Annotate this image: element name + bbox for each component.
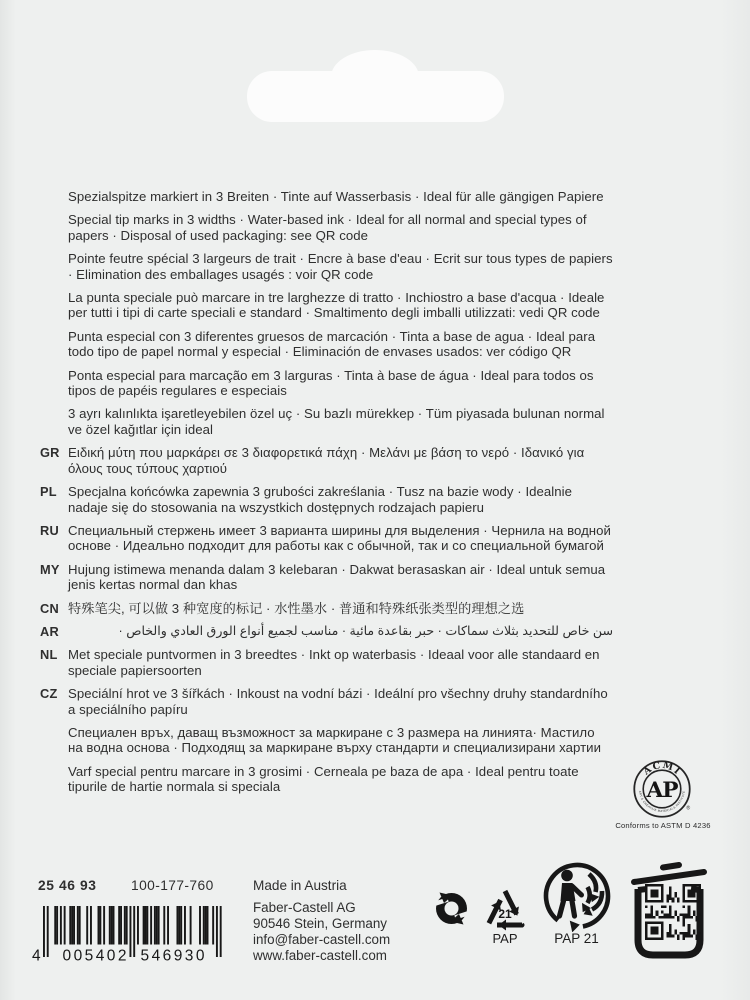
paragraph-text: Spezialspitze markiert in 3 Breiten · Tinte auf Wasserbasis · Ideal für alle gängigen Papiere [68, 189, 604, 204]
text-paragraph-ru [0, 523, 660, 554]
language-code: CN [40, 600, 59, 616]
svg-text:21: 21 [498, 907, 512, 921]
paragraph-text: 3 ayrı kalınlıkta işaretleyebilen özel uç · Su bazlı mürekkep · Tüm piyasada bulunan normal ve özel kağıtlar için ideal [68, 406, 605, 437]
paragraph-text: Varf special pentru marcare in 3 grosimi · Cerneala pe baza de apa · Ideal pentru toate tipurile de hartie normala si speciala [68, 763, 579, 795]
language-code: CZ [40, 686, 58, 702]
paragraph-text: Hujung istimewa menanda dalam 3 kelebaran · Dakwat berasaskan air · Ideal untuk semua jenis kertas normal dan khas [68, 561, 606, 593]
paragraph-text: Ειδική μύτη που μαρκάρει σε 3 διαφορετικά πάχη · Μελάνι με βάση το νερό · Ιδανικό για όλους τους τύπους χαρτιού [68, 445, 585, 476]
article-number: 25 46 93 [38, 878, 97, 893]
astm-conformity-note: Conforms to ASTM D 4236 [615, 821, 711, 830]
ean-barcode [31, 906, 227, 963]
text-paragraph-fr [0, 251, 660, 282]
address-line: Faber-Castell AG [253, 900, 356, 915]
address-line: 90546 Stein, Germany [253, 916, 387, 931]
text-paragraph-pt [0, 368, 660, 399]
language-code: PL [40, 484, 57, 500]
qr-code [645, 884, 701, 940]
made-in-label: Made in Austria [253, 878, 347, 893]
svg-text:005402: 005402 [62, 947, 127, 963]
paragraph-text: Met speciale puntvormen in 3 breedtes · Inkt op waterbasis · Ideaal voor alle standaard en speciale papiersoorten [68, 647, 600, 678]
text-paragraph-tr [0, 406, 660, 437]
paragraph-text: Speciální hrot ve 3 šířkách · Inkoust na vodní bázi · Ideální pro všechny druhy standardního a speciálního papíru [68, 686, 608, 717]
paragraph-text: La punta speciale può marcare in tre larghezze di tratto · Inchiostro a base d'acqua · Ideale per tutti i tipi di carte speciali e standard · Smaltimento degli imballi utilizzati: vedi QR code [68, 290, 605, 321]
text-paragraph-it [0, 290, 660, 321]
svg-text:4: 4 [32, 947, 41, 963]
triman-icon [542, 860, 612, 932]
product-code: 100-177-760 [131, 878, 214, 893]
language-code: MY [40, 561, 60, 577]
text-paragraph-ar [0, 624, 660, 639]
paragraph-text: Punta especial con 3 diferentes gruesos de marcación · Tinta a base de agua · Ideal para todo tipo de papel normal y especial · Eliminación de envases usados: ver código QR [68, 328, 596, 360]
text-paragraph-nl [0, 647, 660, 678]
paragraph-text: Specjalna końcówka zapewnia 3 grubości zakreślania · Tusz na bazie wody · Idealnie nadaje się do stosowania na wszystkich dostępnych rodzajach papieru [68, 484, 573, 515]
text-paragraph-en [0, 212, 660, 243]
recycling-triangle-icon [484, 886, 526, 932]
language-code: RU [40, 522, 59, 538]
hang-tab-hole [247, 71, 504, 122]
text-paragraph-es [0, 329, 660, 360]
svg-text:ART & CREATIVE MATERIALS INSTI: ART & CREATIVE MATERIALS INSTITUTE [638, 790, 686, 814]
paragraph-text: Ponta especial para marcação em 3 larguras · Tinta à base de água · Ideal para todos os tipos de papéis regulares e especiais [68, 367, 594, 399]
triangle-material-label: PAP [492, 931, 518, 946]
paragraph-text: Специальный стержень имеет 3 варианта ширины для выделения · Чернила на водной основе · Идеально подходит для работы как с обычной, так и со специальной бумагой [68, 522, 611, 554]
green-dot-icon [432, 889, 471, 928]
text-paragraph-cn [0, 601, 660, 616]
paragraph-text: 特殊笔尖, 可以做 3 种宽度的标记 · 水性墨水 · 普通和特殊纸张类型的理想之选 [68, 600, 525, 616]
svg-text:546930: 546930 [140, 947, 205, 963]
triman-material-label: PAP 21 [554, 931, 599, 946]
paragraph-text: Special tip marks in 3 widths · Water-based ink · Ideal for all normal and special types of papers · Disposal of used packaging: see QR code [68, 212, 587, 243]
text-paragraph-ro [0, 764, 660, 795]
text-paragraph-de [0, 189, 660, 204]
address-line: www.faber-castell.com [253, 948, 387, 963]
text-paragraph-my [0, 562, 660, 593]
address-line: info@faber-castell.com [253, 932, 391, 947]
text-paragraph-cz [0, 686, 660, 717]
text-paragraph-bg [0, 725, 660, 756]
svg-text:ACMI: ACMI [641, 759, 683, 778]
manufacturer-address [253, 900, 390, 964]
multilingual-text-block [0, 189, 660, 803]
paragraph-text: Специален връх, даващ възможност за маркиране с 3 размера на линията· Мастило на водна основа · Подходящ за маркиране върху стандарти и специализирани хартии [68, 724, 601, 756]
ap-acmi-seal [631, 758, 693, 820]
paragraph-text: Pointe feutre spécial 3 largeurs de trait · Encre à base d'eau · Ecrit sur tous types de papiers · Elimination des emballages usagés : voir QR code [68, 251, 613, 282]
svg-text:®: ® [686, 805, 691, 812]
language-code: AR [40, 623, 59, 639]
language-code: GR [40, 445, 60, 461]
text-paragraph-pl [0, 484, 660, 515]
paragraph-text: سن خاص للتحديد بثلاث سماكات · حبر بقاعدة مائية · مناسب لجميع أنواع الورق العادي والخاص · [118, 623, 613, 638]
text-paragraph-gr [0, 445, 660, 476]
language-code: NL [40, 647, 58, 663]
svg-text:AP: AP [646, 777, 678, 803]
